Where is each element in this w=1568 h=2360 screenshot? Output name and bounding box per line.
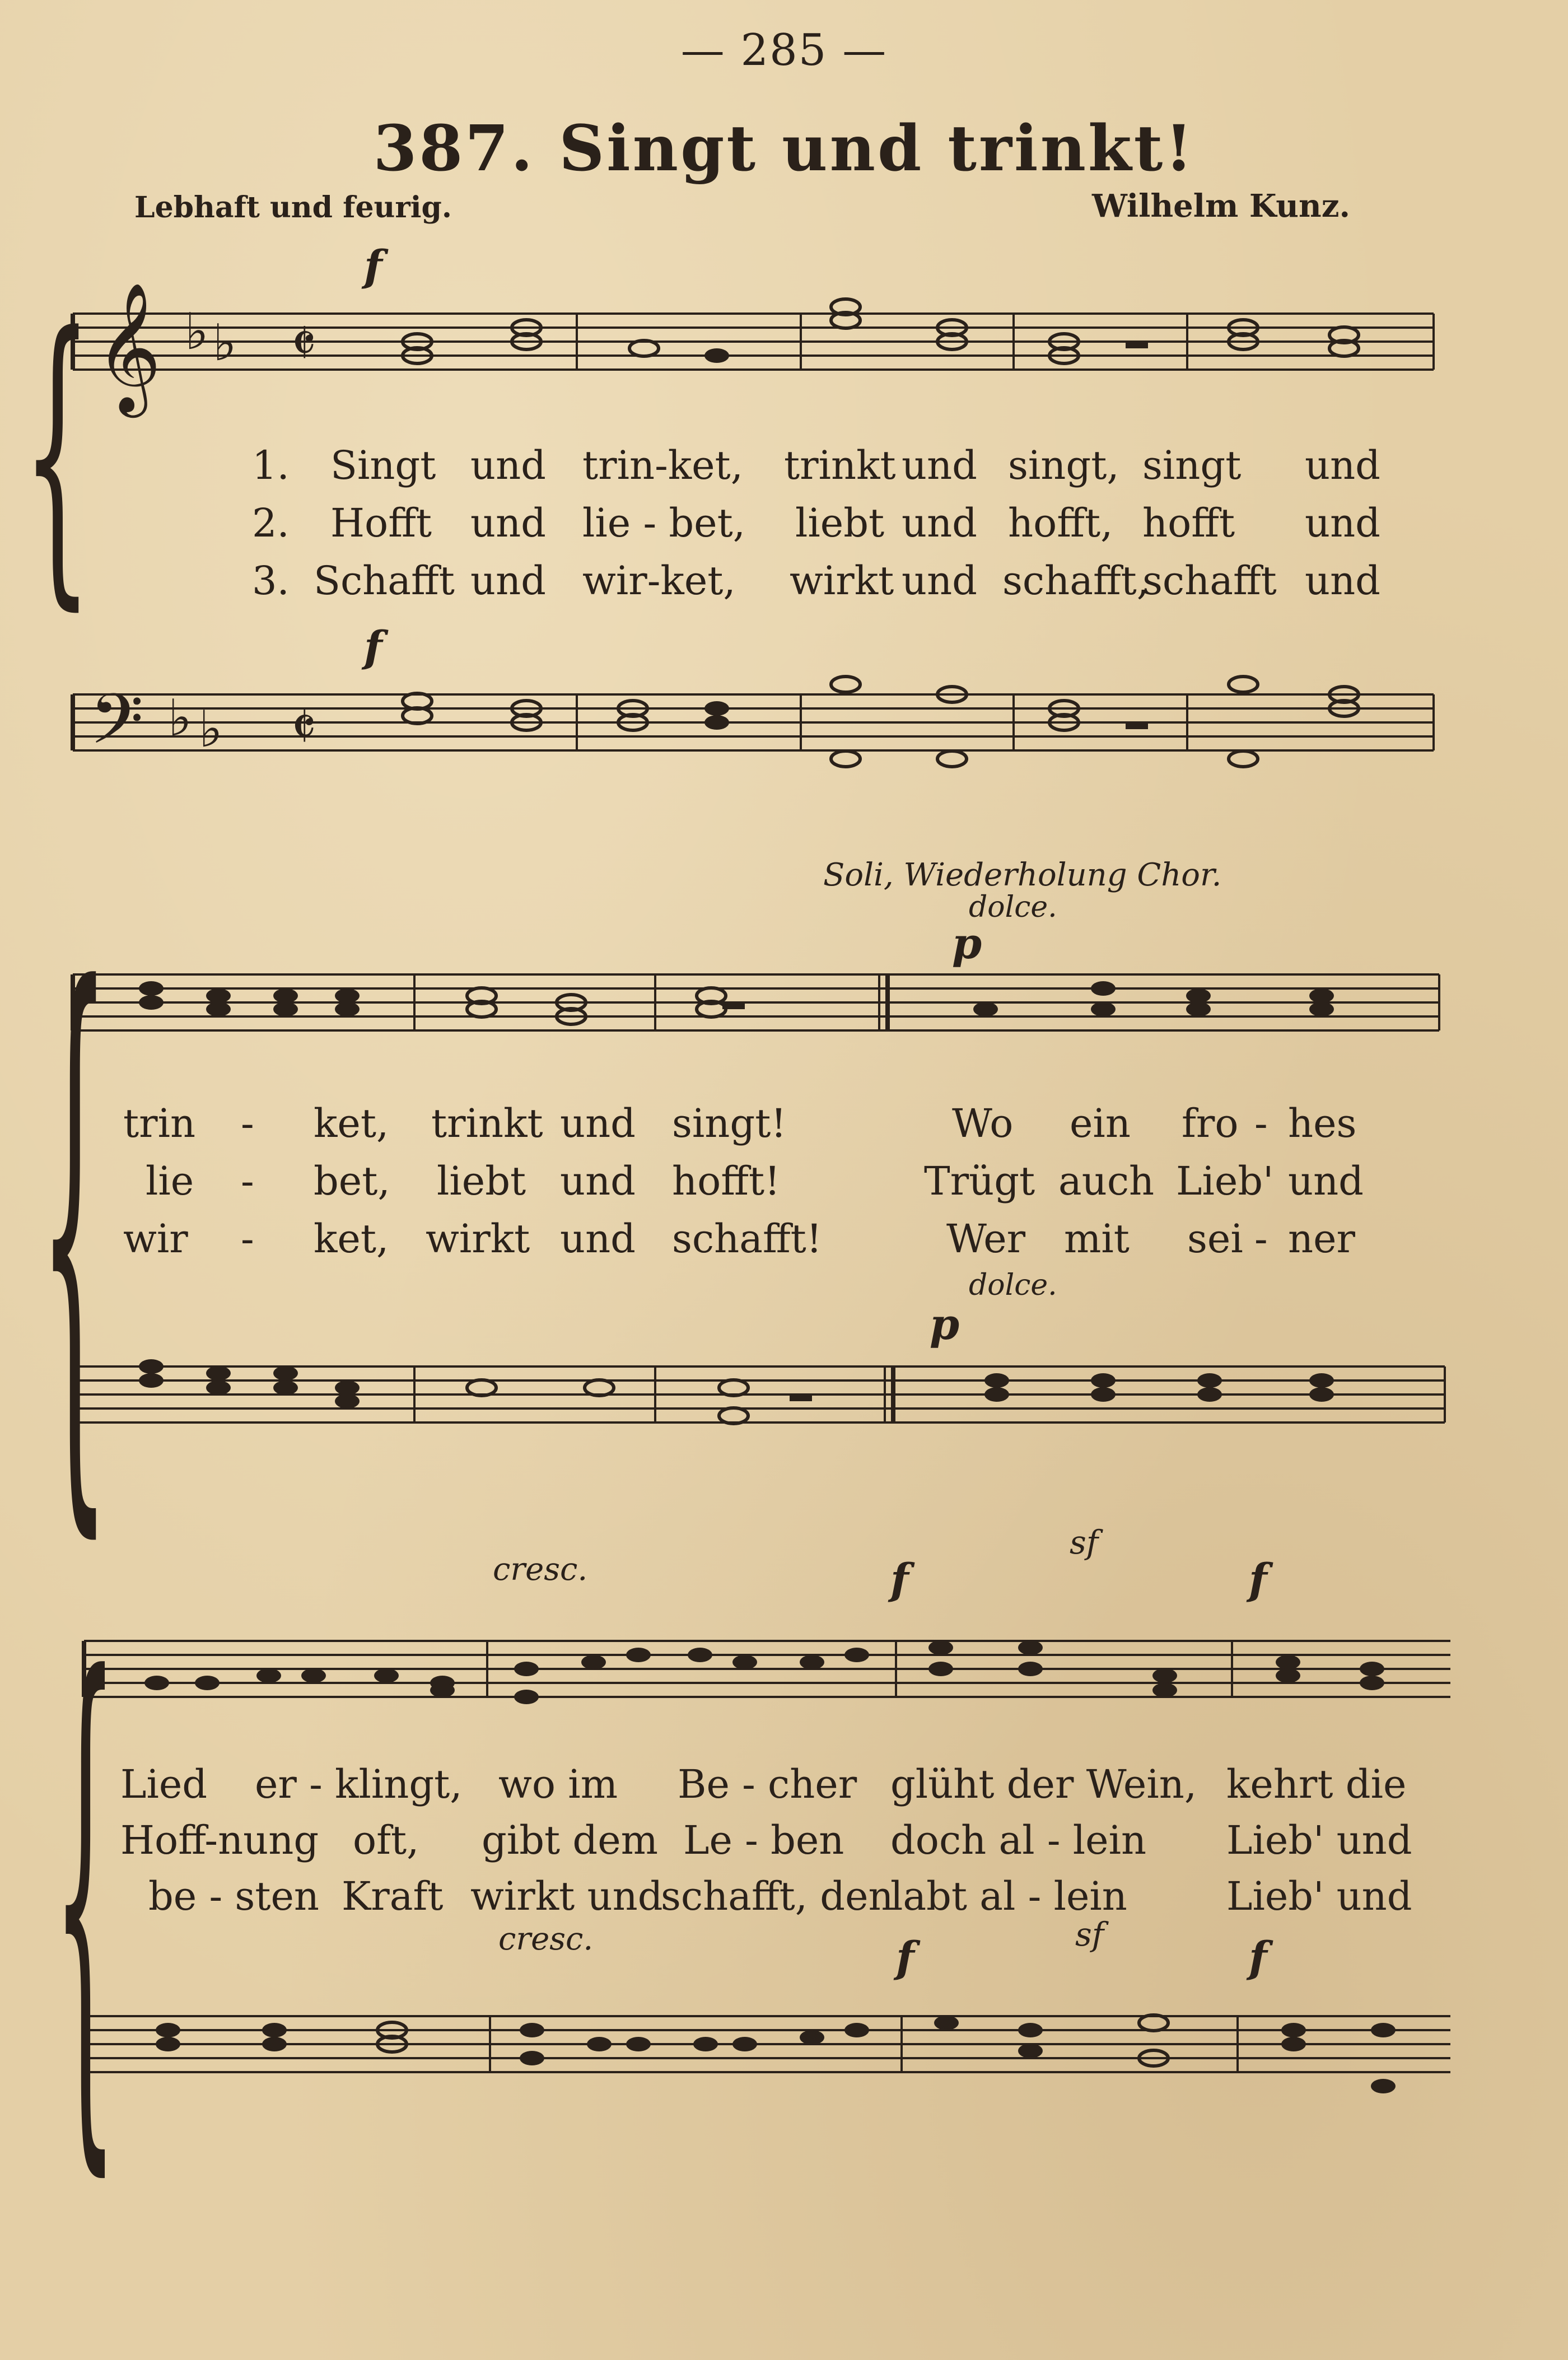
lyric: singt — [1142, 442, 1242, 488]
dynamic-piano: p — [930, 1299, 960, 1349]
crescendo-marking: cresc. — [498, 1921, 594, 1957]
key-signature-flat: ♭ — [168, 689, 192, 748]
lyric: Be - cher — [678, 1761, 857, 1807]
lyric: wirkt — [790, 558, 894, 604]
lyric: und — [902, 442, 977, 488]
lyric: er - klingt, — [255, 1761, 463, 1807]
crescendo-marking: cresc. — [493, 1551, 588, 1588]
lyric: schafft! — [672, 1216, 822, 1262]
lyric: glüht der Wein, — [890, 1761, 1197, 1807]
system-brace: { — [22, 271, 92, 636]
dynamic-forte: f — [364, 622, 382, 671]
lyric: trin — [123, 1100, 196, 1146]
sforzando-marking: sf — [1075, 1915, 1104, 1953]
lyric: trinkt — [431, 1100, 543, 1146]
lyric: wir-ket, — [582, 558, 736, 604]
dynamic-forte: f — [1249, 1932, 1267, 1982]
dolce-marking: dolce. — [969, 1268, 1057, 1302]
verse3-num: 3. — [252, 558, 290, 604]
lyric: Schafft — [314, 558, 455, 604]
lyric: ket, — [314, 1216, 389, 1262]
lyric: und — [1305, 442, 1380, 488]
lyric: - — [1254, 1100, 1268, 1146]
bass-staff-3 — [0, 2005, 1568, 2117]
lyric: Lieb' und — [1226, 1873, 1412, 1919]
lyric: Lieb' — [1176, 1158, 1274, 1204]
lyric: liebt — [795, 500, 885, 546]
treble-staff-2 — [0, 963, 1568, 1075]
lyric: und — [470, 558, 546, 604]
dynamic-piano: p — [952, 918, 982, 968]
lyric: trinkt — [784, 442, 896, 488]
lyric: und — [1288, 1158, 1364, 1204]
common-time-icon: 𝄵 — [291, 694, 316, 760]
lyric: ner — [1288, 1216, 1355, 1262]
lyric: Hoff-nung — [120, 1817, 319, 1863]
lyric: hofft — [1142, 500, 1235, 546]
lyric: Hofft — [330, 500, 432, 546]
dynamic-forte: f — [364, 241, 382, 291]
lyric: sei — [1187, 1216, 1243, 1262]
verse2-num: 2. — [252, 500, 290, 546]
lyric: und — [560, 1100, 636, 1146]
performance-direction: Soli, Wiederholung Chor. — [823, 857, 1222, 893]
lyric: wir — [123, 1216, 188, 1262]
lyric: Le - ben — [683, 1817, 844, 1863]
lyric: Kraft — [342, 1873, 444, 1919]
lyric: Lied — [120, 1761, 208, 1807]
lyric: schafft, den — [661, 1873, 894, 1919]
lyric: gibt dem — [482, 1817, 658, 1863]
lyric: wirkt — [426, 1216, 530, 1262]
lyric: ket, — [314, 1100, 389, 1146]
lyric: Wer — [946, 1216, 1026, 1262]
lyric: auch — [1058, 1158, 1155, 1204]
lyric: und — [560, 1216, 636, 1262]
lyric: - — [241, 1100, 254, 1146]
lyric: mit — [1064, 1216, 1130, 1262]
lyric: hofft, — [1008, 500, 1113, 546]
lyric: Singt — [330, 442, 436, 488]
bass-staff-2 — [0, 1355, 1568, 1467]
lyric: und — [470, 442, 546, 488]
lyric: - — [241, 1216, 254, 1262]
bass-clef-icon: 𝄢 — [90, 679, 144, 777]
page-number: — 285 — — [680, 25, 888, 76]
dolce-marking: dolce. — [969, 890, 1057, 924]
lyric: singt, — [1008, 442, 1119, 488]
system-brace: { — [39, 868, 110, 1585]
key-signature-flat: ♭ — [213, 314, 237, 372]
lyric: Wo — [952, 1100, 1014, 1146]
lyric: hes — [1288, 1100, 1357, 1146]
treble-staff-3 — [0, 1630, 1568, 1742]
lyric: fro — [1182, 1100, 1239, 1146]
key-signature-flat: ♭ — [185, 302, 209, 361]
lyric: und — [1305, 558, 1380, 604]
lyric: ein — [1070, 1100, 1131, 1146]
lyric: - — [241, 1158, 254, 1204]
song-title: 387. Singt und trinkt! — [373, 112, 1195, 185]
sforzando-marking: sf — [1070, 1523, 1099, 1561]
dynamic-forte: f — [896, 1932, 914, 1982]
lyric: lie - bet, — [582, 500, 745, 546]
bass-staff-1 — [0, 679, 1568, 795]
lyric: oft, — [353, 1817, 419, 1863]
lyric: und — [560, 1158, 636, 1204]
lyric: - — [1254, 1216, 1268, 1262]
composer-name: Wilhelm Kunz. — [1092, 188, 1350, 225]
key-signature-flat: ♭ — [199, 700, 223, 759]
lyric: doch al - lein — [890, 1817, 1147, 1863]
lyric: bet, — [314, 1158, 390, 1204]
lyric: und — [470, 500, 546, 546]
lyric: schafft, — [1002, 558, 1150, 604]
lyric: be - sten — [148, 1873, 319, 1919]
lyric: labt al - lein — [890, 1873, 1127, 1919]
lyric: wirkt und — [470, 1873, 663, 1919]
verse1-num: 1. — [252, 442, 290, 488]
tempo-marking: Lebhaft und feurig. — [134, 190, 452, 225]
lyric: schafft — [1142, 558, 1277, 604]
lyric: kehrt die — [1226, 1761, 1407, 1807]
lyric: und — [902, 558, 977, 604]
lyric: hofft! — [672, 1158, 781, 1204]
lyric: liebt — [437, 1158, 526, 1204]
lyric: lie — [146, 1158, 194, 1204]
lyric: singt! — [672, 1100, 787, 1146]
lyric: wo im — [498, 1761, 618, 1807]
lyric: und — [902, 500, 977, 546]
treble-clef-icon: 𝄞 — [95, 282, 162, 412]
lyric: trin-ket, — [582, 442, 743, 488]
dynamic-forte: f — [890, 1554, 909, 1604]
common-time-icon: 𝄵 — [291, 311, 316, 376]
lyric: Trügt — [924, 1158, 1035, 1204]
dynamic-forte: f — [1249, 1554, 1267, 1604]
lyric: und — [1305, 500, 1380, 546]
system-brace: { — [53, 1567, 118, 2219]
lyric: Lieb' und — [1226, 1817, 1412, 1863]
